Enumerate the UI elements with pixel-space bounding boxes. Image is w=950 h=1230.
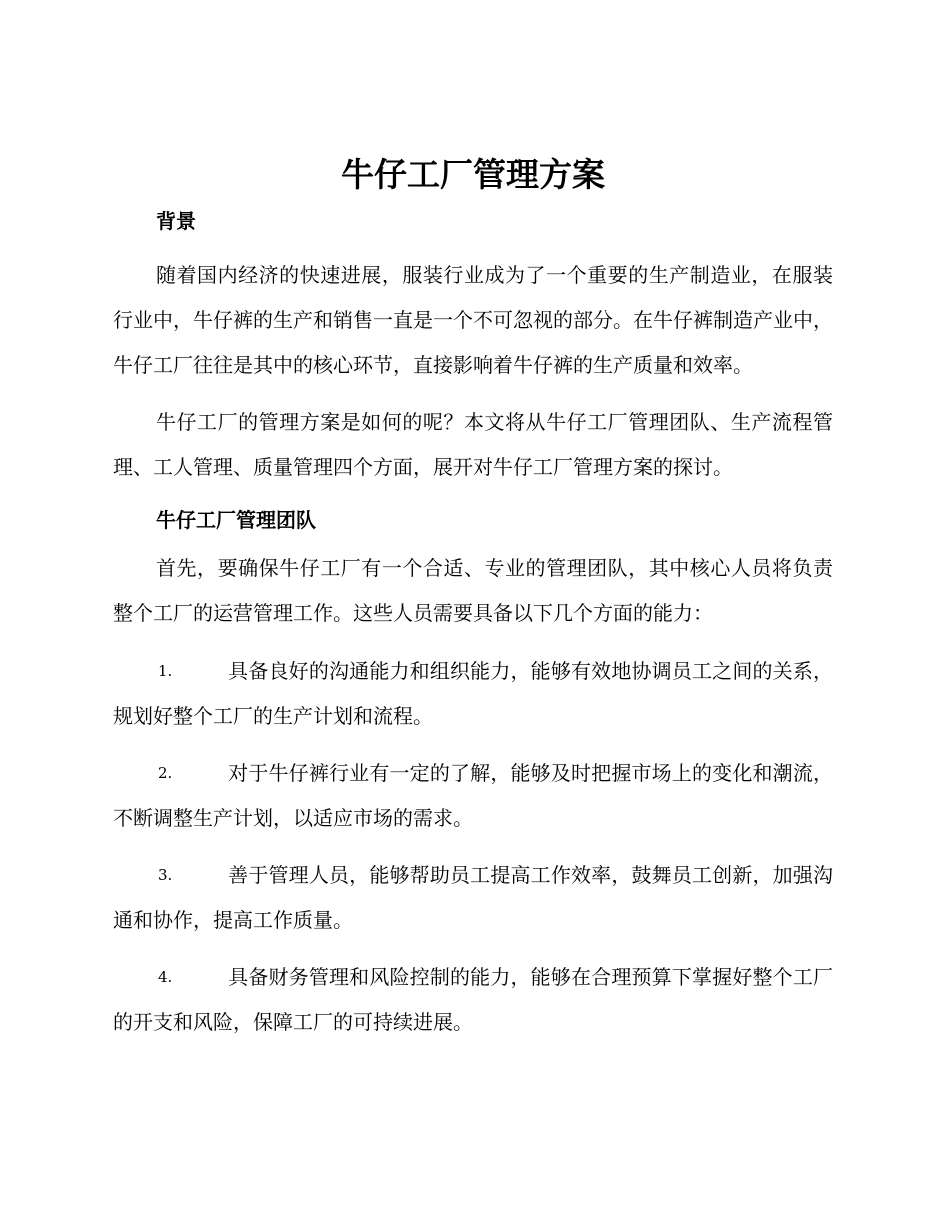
list-item-number: 1. — [158, 662, 173, 680]
list-item-text: 善于管理人员，能够帮助员工提高工作效率，鼓舞员工创新，加强沟通和协作，提高工作质量。 — [113, 863, 833, 932]
list-item-number: 4. — [158, 968, 173, 986]
list-item — [113, 751, 833, 841]
paragraph: 随着国内经济的快速进展，服装行业成为了一个重要的生产制造业，在服装行业中，牛仔裤的生产和销售一直是一个不可忽视的部分。在牛仔裤制造产业中，牛仔工厂往往是其中的核心环节，直接影响着牛仔裤的生产质量和效率。 — [113, 263, 833, 377]
list-item — [113, 853, 833, 943]
document-body — [113, 150, 833, 1045]
paragraph: 牛仔工厂的管理方案是如何的呢？本文将从牛仔工厂管理团队、生产流程管理、工人管理、质量管理四个方面，展开对牛仔工厂管理方案的探讨。 — [113, 410, 833, 479]
list-item-text: 具备财务管理和风险控制的能力，能够在合理预算下掌握好整个工厂的开支和风险，保障工厂的可持续进展。 — [113, 965, 833, 1034]
paragraph: 首先，要确保牛仔工厂有一个合适、专业的管理团队，其中核心人员将负责整个工厂的运营管理工作。这些人员需要具备以下几个方面的能力： — [113, 556, 833, 625]
list-item-number: 2. — [158, 764, 173, 782]
section-heading-background: 背景 — [156, 209, 196, 233]
list-item — [113, 955, 833, 1045]
ability-list — [113, 649, 833, 1045]
document-title: 牛仔工厂管理方案 — [341, 155, 605, 194]
section-heading-management-team: 牛仔工厂管理团队 — [156, 508, 316, 532]
list-item-text: 对于牛仔裤行业有一定的了解，能够及时把握市场上的变化和潮流，不断调整生产计划，以适应市场的需求。 — [113, 761, 833, 830]
list-item — [113, 649, 833, 739]
list-item-text: 具备良好的沟通能力和组织能力，能够有效地协调员工之间的关系，规划好整个工厂的生产计划和流程。 — [113, 659, 833, 728]
list-item-number: 3. — [158, 866, 173, 884]
